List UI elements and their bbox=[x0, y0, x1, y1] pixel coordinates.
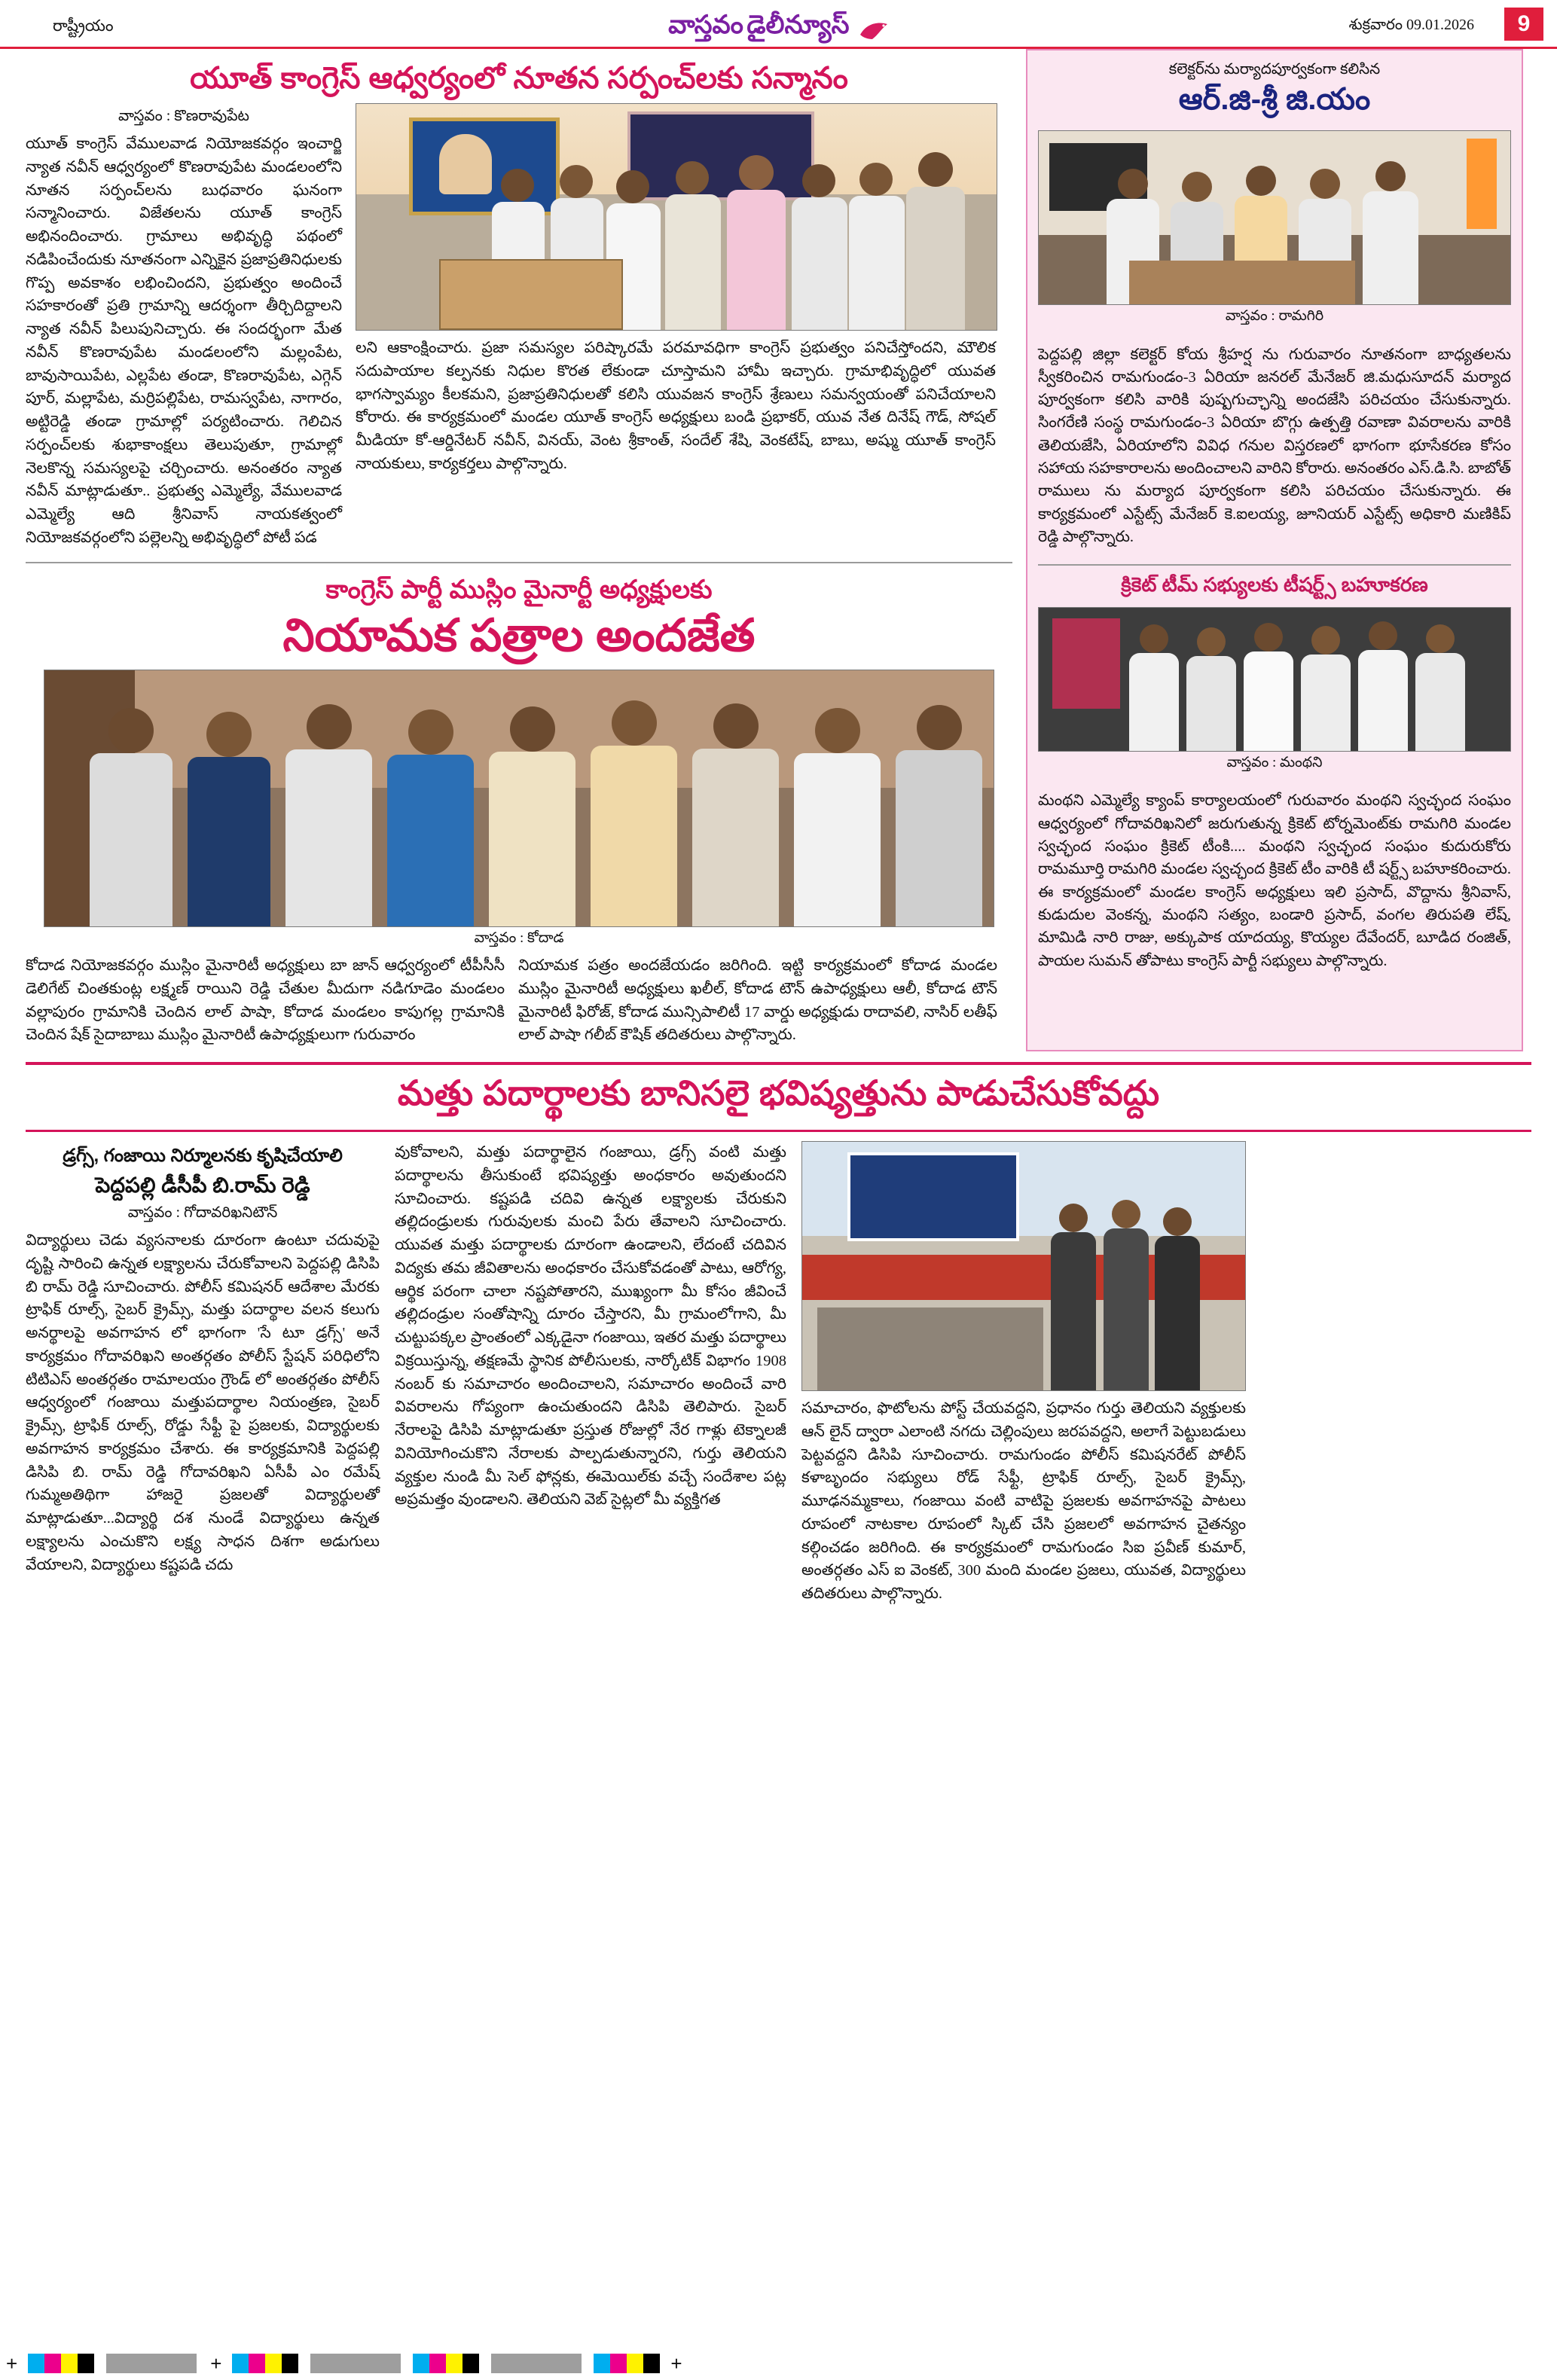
story3-dateline: వాస్తవం : గోదావరిఖనిటౌన్ bbox=[127, 1204, 278, 1222]
right-panel bbox=[1026, 49, 1523, 1051]
right2-text: మంథని ఎమ్మెల్యే క్యాంప్ కార్యాలయంలో గురువారం మంథని స్వచ్ఛంద సంఘం ఆధ్వర్యంలో గోదావరిఖనిలో జరుగుతున్న క్రికెట్ టోర్నమెంట్‌కు రామగిరి మండల స్వచ్ఛంద సంఘం క్రికెట్ టీంకి.... మంథని స్వచ్ఛంద సంఘం కుదురుకోరు రామమూర్తి రామగిరి మండల స్వచ్ఛంద క్రికెట్ టీం వారికి టీ షర్ట్స్ బహూకరించారు. ఈ కార్యక్రమంలో మండల కాంగ్రెస్ అధ్యక్షులు ఇలి ప్రసాద్, వొద్దాను శ్రీనివాస్, కుడుదుల వెంకన్న, మంథని సత్యం, బండారి ప్రసాద్, వంగల తిరుపతి లేష్, మామిడి నారి రాజు, అక్కుపాక యాదయ్య, కొయ్యల దేవేందర్, బూడిద రంజిత్, పాయల సుమన్ తోపాటు కాంగ్రెస్ పార్టీ సభ్యులు పాల్గొన్నారు. bbox=[1038, 792, 1511, 969]
right1-dateline: వాస్తవం : రామగిరి bbox=[1225, 308, 1324, 324]
story2-dateline: వాస్తవం : కోదాడ bbox=[474, 930, 564, 946]
feature-band bbox=[26, 1062, 1531, 1132]
story1-body bbox=[26, 103, 1012, 554]
story3-text-3: సమాచారం, ఫొటోలను పోస్ట్ చేయవద్దని, ప్రధానం గుర్తు తెలియని వ్యక్తులకు ఆన్ లైన్ ద్వారా ఎలాంటి నగదు చెల్లింపులు జరపవద్దని, అలాగే పెట్టుబడులు పెట్టవద్దని డిసిపి సూచించారు. రామగుండం పోలీస్ కమిషనరేట్ పోలీస్ కళాబృందం సభ్యులు రోడ్ సేఫ్టీ, ట్రాఫిక్ రూల్స్, సైబర్ క్రైమ్స్, మూఢనమ్మకాలు, గంజాయి వంటి వాటిపై ప్రజలకు అవగాహనపై పాటలు రూపంలో నాటకాల రూపంలో స్కిట్ చేసి ప్రజలలో అవగాహన చైతన్యం కల్గించడం జరిగింది. ఈ కార్యక్రమంలో రామగుండం సిఐ ప్రవీణ్ కుమార్, అంతర్గతం ఎస్ ఐ వెంకట్, 300 మంది మండల ప్రజలు, యువత, విద్యార్థులు తదితరులు పాల్గొన్నారు. bbox=[801, 1400, 1246, 1602]
masthead bbox=[0, 0, 1557, 49]
story3-text-2: వుకోవాలని, మత్తు పదార్థాలైన గంజాయి, డ్రగ్స్ వంటి మత్తు పదార్థాలను తీసుకుంటే భవిష్యత్తు అంధకారం అవుతుందని సూచించారు. కష్టపడి చదివి ఉన్నత లక్ష్యాలకు చేరుకుని తల్లిదండ్రులకు గురువులకు మంచి పేరు తేవాలని సూచించారు. యువత మత్తు పదార్థాలకు దూరంగా ఉండాలని, లేదంటే చదివిన విద్యకు తమ జీవితాలను అంధకారం చేసుకోవడంతో పాటు, ఆరోగ్య, ఆర్థిక పరంగా చాలా నష్టపోతారని, ముఖ్యంగా మీ కోసం జీవించే తల్లిదండ్రుల సంతోషాన్ని దూరం చేస్తారని, మీ గ్రామంలోగాని, మీ చుట్టుపక్కల ప్రాంతంలో ఎక్కడైనా గంజాయి, ఇతర మత్తు పదార్థాలు విక్రయిస్తున్న, తక్షణమే స్థానిక పోలీసులకు, నార్కోటిక్ విభాగం 1908 నంబర్ కు సమాచారం అందించాలని, సమాచారం అందించే వారి వివరాలను గోప్యంగా ఉంచుతుందని డిసిపి తెలిపారు. సైబర్ నేరాలపై డిసిపి మాట్లాడుతూ ప్రస్తుత రోజుల్లో నేర గాళ్లు టెక్నాలజీ వినియోగించుకొని నేరాలకు పాల్పడుతున్నారని, గుర్తు తెలియని వ్యక్తుల నుండి మీ సెల్ ఫోన్లకు, ఈమెయిల్‌కు వచ్చే సందేశాల పట్ల అప్రమత్తం వుండాలని. తెలియని వెబ్ సైట్లలో మీ వ్యక్తిగత bbox=[395, 1144, 786, 1509]
story1-text-2: లని ఆకాంక్షించారు. ప్రజా సమస్యల పరిష్కారమే పరమావధిగా కాంగ్రెస్ ప్రభుత్వం పనిచేస్తోందని, మౌలిక సదుపాయాల కల్పనకు నిధుల కొరత లేకుండా చూస్తామని హామీ ఇచ్చారు. గ్రామాభివృద్ధిలో యువత భాగస్వామ్యం కీలకమని, ప్రజాప్రతినిధులతో కలిసి యువజన కాంగ్రెస్ శ్రేణులు సమన్వయంతో పనిచేయాలని కోరారు. ఈ కార్యక్రమంలో మండల యూత్ కాంగ్రెస్ అధ్యక్షులు బండి ప్రభాకర్, యువ నేత దినేష్ గౌడ్, సోషల్ మీడియా కో-ఆర్డినేటర్ నవీన్, వినయ్, వెంట శ్రీకాంత్, సందేల్ శేషి, వెంకటేష్, బాబు, అష్ము యూత్ కాంగ్రెస్ నాయకులు, కార్యకర్తలు పాల్గొన్నారు. bbox=[356, 340, 996, 472]
story1-col2 bbox=[356, 103, 996, 554]
masthead-brand bbox=[0, 11, 1557, 46]
story2-photo bbox=[44, 670, 994, 927]
left-column-zone bbox=[26, 49, 1012, 1051]
story2-col1 bbox=[26, 954, 505, 1051]
story3-col3 bbox=[801, 1141, 1246, 1610]
story2-text-2: నియామక పత్రం అందజేయడం జరిగింది. ఇట్టి కార్యక్రమంలో కోదాడ మండల ముస్లిం మైనారిటీ అధ్యక్షులు ఖలీల్, కోదాడ టౌన్ ఉపాధ్యక్షులు ఆలీ, కోదాడ టౌన్ మైనారిటీ ఫిరోజ్, కోదాడ మున్సిపాలిటీ 17 వార్డు అధ్యక్షుడు రాదావలి, నాసిర్ లతీఫ్ లాల్ పాషా గలీబ్ కౌషిక్ తదితరులు పాల్గొన్నారు. bbox=[518, 957, 997, 1044]
story1-col1 bbox=[26, 103, 342, 554]
story3-col1 bbox=[26, 1141, 380, 1610]
brand-subname: డైలీన్యూస్ bbox=[746, 11, 850, 39]
right1-title: ఆర్.జి-శ్రీ జి.యం bbox=[1178, 83, 1371, 116]
bottom-zone bbox=[0, 1132, 1557, 1610]
divider-1 bbox=[26, 562, 1012, 563]
story3-text-1: విద్యార్థులు చెడు వ్యసనాలకు దూరంగా ఉంటూ చదువుపై దృష్టి సారించి ఉన్నత లక్ష్యాలను చేరుకోవాలని పెద్దపల్లి డిసిపి బి రామ్ రెడ్డి సూచించారు. పోలీస్ కమిషనర్ ఆదేశాల మేరకు ట్రాఫిక్ రూల్స్, సైబర్ క్రైమ్స్, మత్తు పదార్థాల వలన కలుగు అనర్థాలపై అవగాహన లో భాగంగా 'సే టూ డ్రగ్స్' అనే కార్యక్రమం గోదావరిఖని అంతర్గతం పోలీస్ స్టేషన్ పరిధిలోని టిటిఎస్ అంతర్గతం రామాలయం గ్రౌండ్ లో అంతర్గతం పోలీస్ ఆధ్వర్యంలో గంజాయి మత్తుపదార్థాల నియంత్రణ, సైబర్ క్రైమ్స్, ట్రాఫిక్ రూల్స్, రోడ్డు సేఫ్టీ పై ప్రజలకు, విద్యార్థులకు అవగాహన కార్యక్రమం చేశారు. ఈ కార్యక్రమానికి పెద్దపల్లి డిసిపి బి. రామ్ రెడ్డి గోదావరిఖని ఏసీపీ ఎం రమేష్ గుమ్మఅతిథిగా హాజరై ప్రజలతో విద్యార్థులతో మాట్లాడుతూ...విద్యార్థి దశ నుండే విద్యార్థులు ఉన్నత లక్ష్యాలను ఎంచుకొని లక్ష్య సాధన దిశగా అడుగులు వేయాలని, విద్యార్థులు కష్టపడి చదు bbox=[26, 1232, 380, 1573]
bird-icon bbox=[859, 20, 889, 41]
gray-density-block-3 bbox=[491, 2354, 582, 2373]
registration-mark-2: + bbox=[210, 2351, 222, 2375]
story2-headline-big: నియామక పత్రాల అందజేత bbox=[282, 610, 756, 661]
color-swatches-2 bbox=[232, 2354, 298, 2373]
color-swatches-1 bbox=[28, 2354, 94, 2373]
gray-density-block-1 bbox=[106, 2354, 197, 2373]
story3-photo bbox=[801, 1141, 1246, 1391]
story1-headline: యూత్ కాంగ్రెస్ ఆధ్వర్యంలో నూతన సర్పంచ్‌లకు సన్మానం bbox=[190, 62, 848, 95]
story1-photo bbox=[356, 103, 997, 331]
right2-title: క్రికెట్ టీమ్ సభ్యులకు టీషర్ట్స్ బహూకరణ bbox=[1121, 572, 1428, 596]
story3-sub1: డ్రగ్స్, గంజాయి నిర్మూలనకు కృషిచేయాలి bbox=[63, 1146, 343, 1166]
story3-sub2: పెద్దపల్లి డీసీపీ బి.రామ్ రెడ్డి bbox=[95, 1173, 310, 1198]
color-swatches-3 bbox=[413, 2354, 479, 2373]
story2-body bbox=[26, 954, 1012, 1051]
story2-text-1: కోదాడ నియోజకవర్గం ముస్లిం మైనారిటీ అధ్యక్షులు బా జాన్ ఆధ్వర్యంలో టీపీసీసీ డెలిగేట్ చింతకుంట్ల లక్ష్మణ్ రాయిని రెడ్డి చేతుల మీదుగా నడిగూడెం మండలం వల్లాపురం గ్రామానికి చెందిన లాల్ పాషా, కోదాడ మండలం కాపుగల్ల గ్రామానికి చెందిన షేక్ సైదాబాబు ముస్లిం మైనారిటీ ఉపాధ్యక్షులుగా గురువారం bbox=[26, 957, 505, 1044]
page-number: 9 bbox=[1504, 8, 1543, 41]
story2-col2 bbox=[518, 954, 997, 1051]
right2-photo bbox=[1038, 607, 1511, 752]
band-headline: మత్తు పదార్థాలకు బానిసలై భవిష్యత్తును పాడుచేసుకోవద్దు bbox=[397, 1073, 1160, 1112]
story1-dateline: వాస్తవం : కొణరావుపేట bbox=[118, 108, 249, 124]
story2-headline-small: కాంగ్రెస్ పార్టీ ముస్లిం మైనార్టీ అధ్యక్షులకు bbox=[325, 575, 713, 604]
right1-text: పెద్దపల్లి జిల్లా కలెక్టర్ కోయ శ్రీహర్ష ను గురువారం నూతనంగా బాధ్యతలను స్వీకరించిన రామగుండం-3 ఏరియా జనరల్ మేనేజర్ జి.మధుసూదన్ మర్యాద పూర్వకంగా కలిసి వారికి పుష్పగుచ్ఛాన్ని అందజేసి పరిచయం చేసుకున్నారు. సింగరేణి సంస్థ రామగుండం-3 ఏరియా బొగ్గు ఉత్పత్తి రవాణా వివరాలను వారికి తెలియజేసి, ఏరియాలోని వివిధ గనుల విస్తరణలో భాగంగా భూసేకరణ కోసం సహాయ సహకారాలను అందించాలని వారిని కోరారు. అనంతరం ఎస్.డి.సి. బాబోత్ రాములు ను మర్యాద పూర్వకంగా కలిసి పరిచయం చేసుకున్నారు. ఈ కార్యక్రమంలో ఎస్టేట్స్ మేనేజర్ కె.ఐలయ్య, జూనియర్ ఎస్టేట్స్ అధికారి మణికిప్ రెడ్డి పాల్గొన్నారు. bbox=[1038, 346, 1511, 546]
registration-mark-3: + bbox=[670, 2351, 682, 2375]
story1-text-1: యూత్ కాంగ్రెస్ వేములవాడ నియోజకవర్గం ఇంచార్జి న్యాత నవీన్ ఆధ్వర్యంలో కొణరావుపేట మండలంలోని నూతన సర్పంచ్‌లను బుధవారం ఘనంగా సన్మానించారు. విజేతలను యూత్ కాంగ్రెస్ అభినందించారు. గ్రామాలు అభివృద్ధి పథంలో నడిపించేందుకు నూతనంగా ఎన్నికైన ప్రజాప్రతినిధులకు గొప్ప అవకాశం లభించిందని, ప్రభుత్వం అందించే సహకారంతో ప్రతి గ్రామాన్ని ఆదర్శంగా తీర్చిదిద్దాలని న్యాత నవీన్ పిలుపునిచ్చారు. ఈ సందర్భంగా మేత నవీన్ కొణరావుపేట మండలంలోని మల్లంపేట, బావుసాయిపేట, ఎల్లపేట తండా, కొణరావుపేట, ఎగ్గెన్ పూర్, మల్లాపేట, మర్రిపల్లిపేట, రామస్వపేట, నాగారం, అట్టిరెడ్డి తండా గ్రామాల్లో పర్యటించారు. గెలిచిన సర్పంచ్‌లకు శుభాకాంక్షలు తెలుపుతూ, గ్రామాల్లో నెలకొన్న సమస్యలపై చర్చించారు. అనంతరం న్యాత నవీన్ మాట్లాడుతూ.. ప్రభుత్వ ఎమ్మెల్యే, వేములవాడ ఎమ్మెల్యే ఆది శ్రీనివాస్ నాయకత్వంలో నియోజకవర్గంలోని పల్లెలన్ని అభివృద్ధిలో పోటీ పడ bbox=[26, 136, 342, 546]
divider-2 bbox=[1038, 564, 1511, 566]
right2-dateline: వాస్తవం : మంథని bbox=[1226, 754, 1323, 770]
masthead-section-label: రాష్ట్రీయం bbox=[53, 17, 114, 35]
story3-col2 bbox=[395, 1141, 786, 1610]
masthead-date: శుక్రవారం 09.01.2026 bbox=[1348, 17, 1474, 33]
print-registration-bar bbox=[0, 2347, 1557, 2380]
top-zone bbox=[0, 49, 1557, 1051]
right1-photo bbox=[1038, 130, 1511, 305]
registration-mark-1: + bbox=[6, 2351, 18, 2375]
color-swatches-4 bbox=[594, 2354, 660, 2373]
right1-kicker: కలెక్టర్‌ను మర్యాదపూర్వకంగా కలిసిన bbox=[1168, 61, 1381, 78]
gray-density-block-2 bbox=[310, 2354, 401, 2373]
brand-name: వాస్తవం bbox=[668, 11, 743, 39]
